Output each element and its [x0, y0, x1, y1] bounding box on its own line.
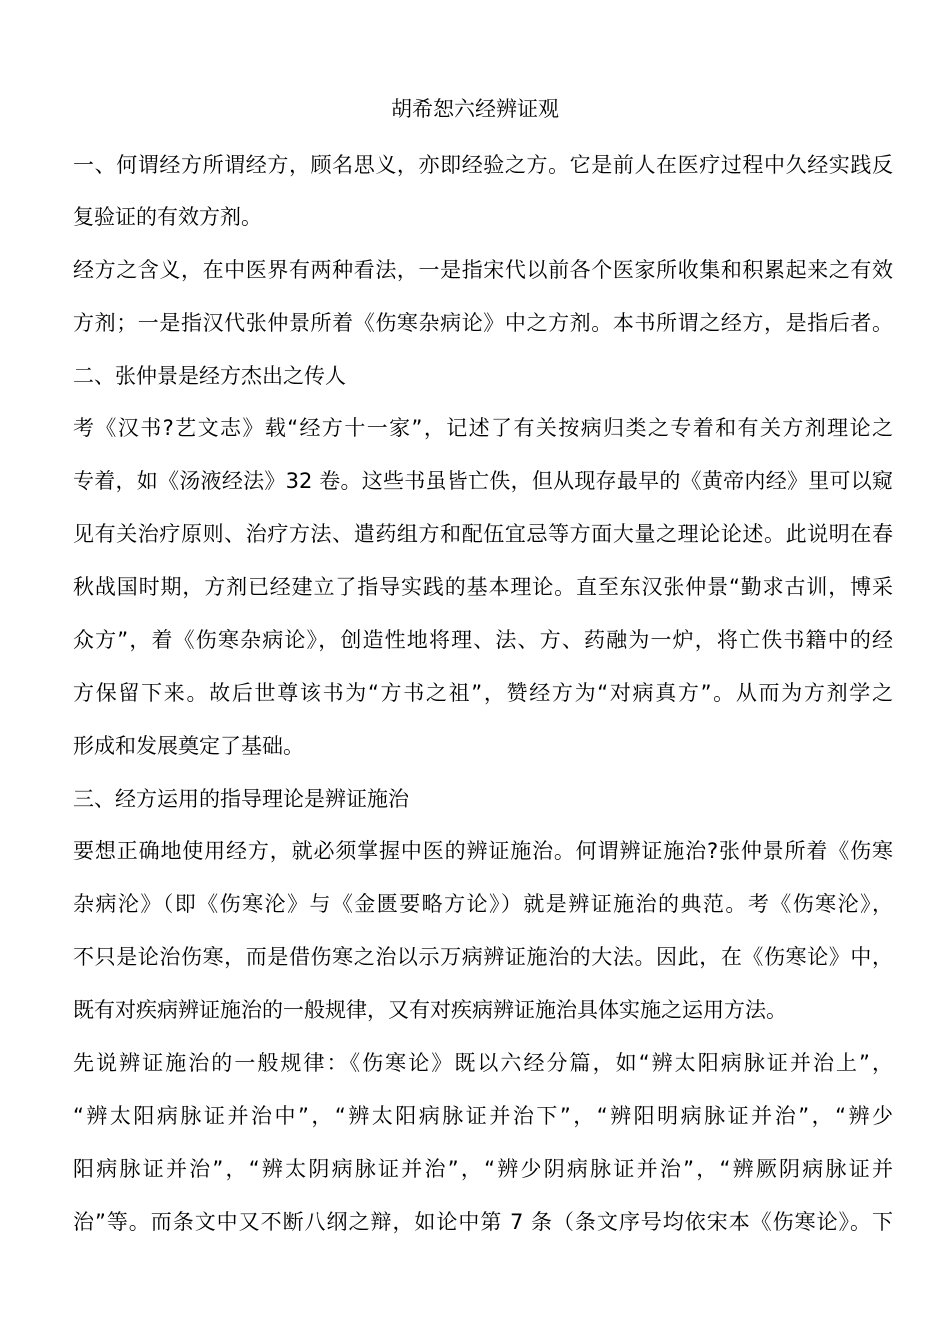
text-line: 杂病沦》（即《伤寒沦》与《金匮要略方论》）就是辨证施治的典范。考《伤寒沦》， [73, 892, 893, 916]
text-line: 专着，如《汤液经法》32 卷。这些书虽皆亡佚，但从现存最早的《黄帝内经》里可以窥 [73, 469, 893, 493]
text-line: 治”等。而条文中又不断八纲之辩，如论中第 7 条（条文序号均依宋本《伤寒论》。下 [73, 1210, 893, 1234]
text-line: 方保留下来。故后世尊该书为“方书之祖”，赞经方为“对病真方”。从而为方剂学之 [73, 681, 893, 705]
text-line: 见有关治疗原则、治疗方法、遣药组方和配伍宜忌等方面大量之理论论述。此说明在春 [73, 522, 893, 546]
text-line: 形成和发展奠定了基础。 [73, 734, 304, 758]
section-heading: 三、经方运用的指导理论是辨证施治 [73, 787, 409, 811]
text-line: 先说辨证施治的一般规律：《伤寒论》既以六经分篇，如“辨太阳病脉证并治上”， [73, 1051, 893, 1075]
text-line: 一、何谓经方所谓经方，顾名思义，亦即经验之方。它是前人在医疗过程中久经实践反 [73, 153, 893, 177]
text-line: 考《汉书?艺文志》载“经方十一家”，记述了有关按病归类之专着和有关方剂理论之 [73, 416, 893, 440]
text-line: 众方”，着《伤寒杂病论》，创造性地将理、法、方、药融为一炉，将亡佚书籍中的经 [73, 628, 893, 652]
text-line: 不只是论治伤寒，而是借伤寒之治以示万病辨证施治的大法。因此，在《伤寒论》中， [73, 945, 893, 969]
text-line: 复验证的有效方剂。 [73, 205, 262, 229]
text-line: 既有对疾病辨证施治的一般规律，又有对疾病辨证施治具体实施之运用方法。 [73, 998, 787, 1022]
text-line: 方剂；一是指汉代张仲景所着《伤寒杂病论》中之方剂。本书所谓之经方，是指后者。 [73, 311, 893, 335]
text-line: 阳病脉证并治”，“辨太阴病脉证并治”，“辨少阴病脉证并治”，“辨厥阴病脉证并 [73, 1157, 893, 1181]
text-line: 要想正确地使用经方，就必须掌握中医的辨证施治。何谓辨证施治?张仲景所着《伤寒 [73, 839, 893, 863]
text-line: 秋战国时期，方剂已经建立了指导实践的基本理论。直至东汉张仲景“勤求古训，博采 [73, 575, 893, 599]
section-heading: 二、张仲景是经方杰出之传人 [73, 364, 346, 388]
document-title: 胡希恕六经辨证观 [391, 97, 559, 121]
text-line: “辨太阳病脉证并治中”，“辨太阳病脉证并治下”，“辨阳明病脉证并治”，“辨少 [73, 1104, 893, 1128]
text-line: 经方之含义，在中医界有两种看法，一是指宋代以前各个医家所收集和积累起来之有效 [73, 258, 893, 282]
